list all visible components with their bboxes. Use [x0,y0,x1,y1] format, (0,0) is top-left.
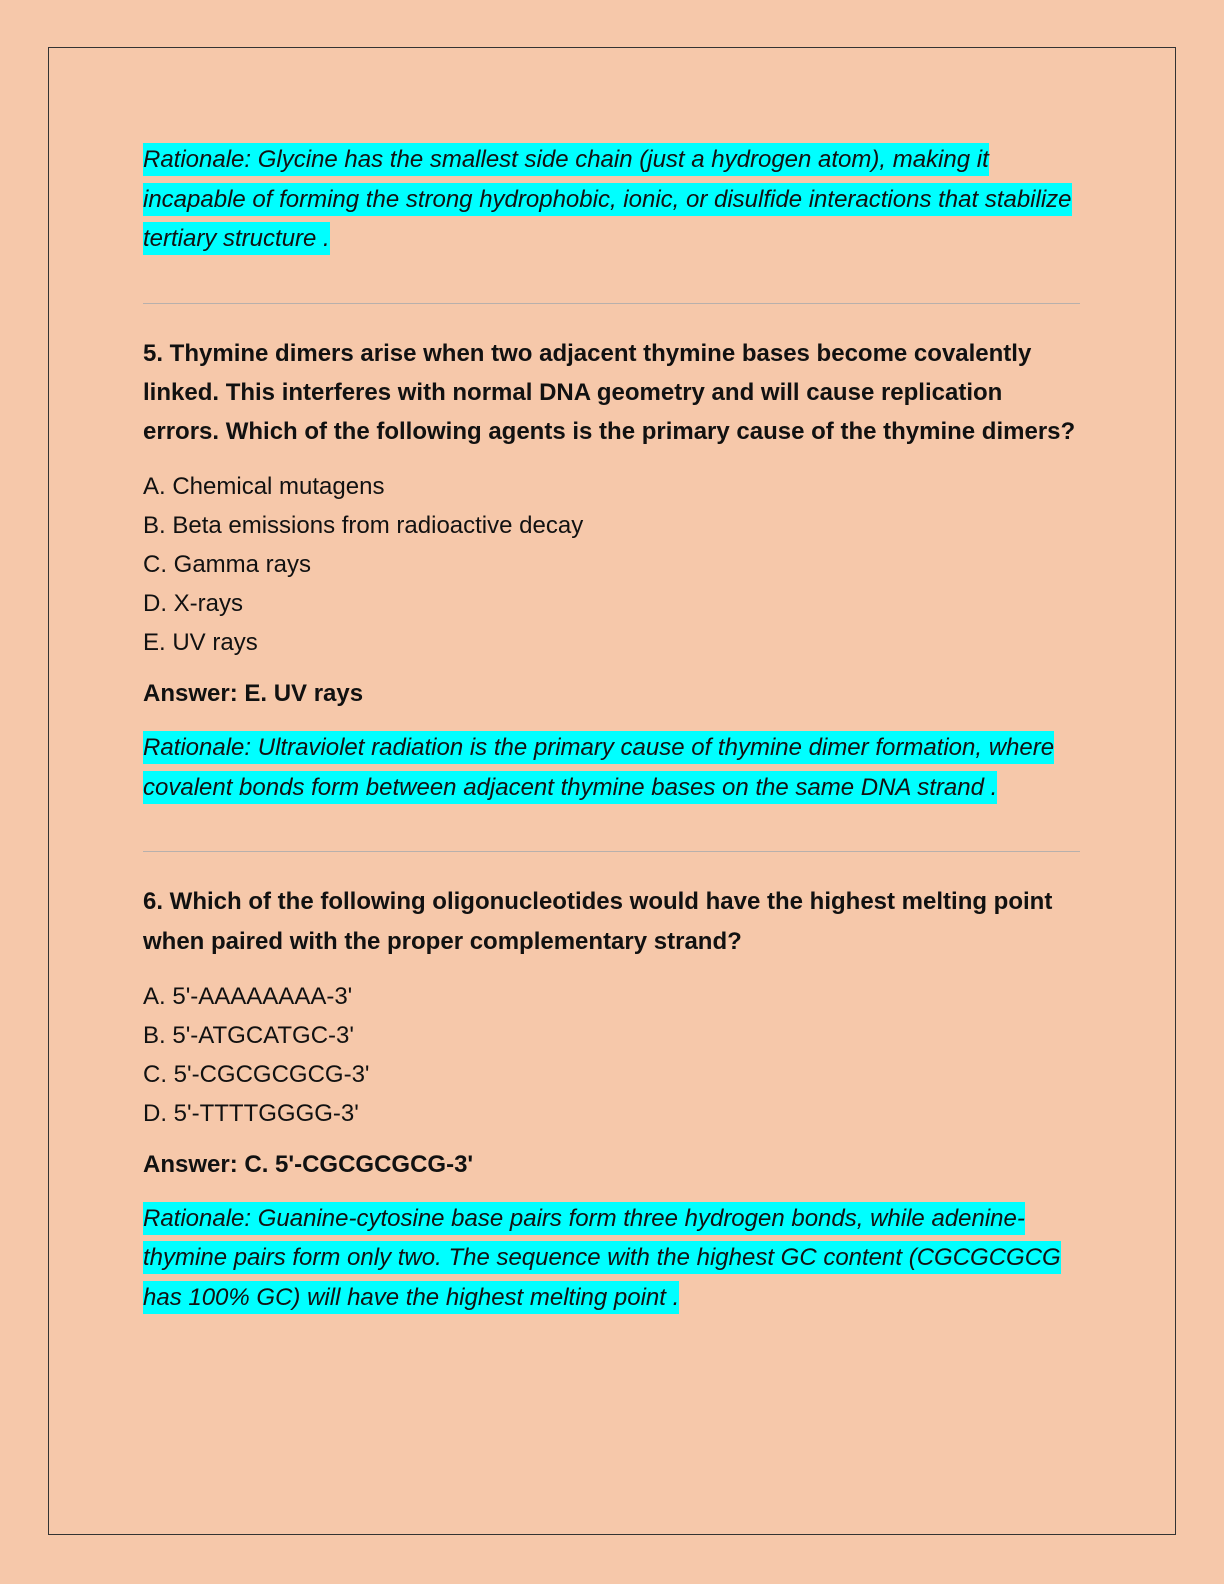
divider-2 [143,851,1080,852]
q4-rationale [143,140,1083,259]
q6-option-b: B. 5'-ATGCATGC-3' [143,1021,354,1049]
q5-question-text: 5. Thymine dimers arise when two adjacent thymine bases become covalently linked. This interferes with normal DNA geometry and will cause replication errors. Which of the following agents is the primary cause of the thymine dimers? [143,339,1076,446]
q5-option-e: E. UV rays [143,629,258,657]
document-content [143,140,1083,1317]
q5-rationale [143,728,1083,807]
q6-option-a: A. 5'-AAAAAAAA-3' [143,982,353,1010]
question-6 [143,882,1083,1317]
q6-option-d: D. 5'-TTTTGGGG-3' [143,1099,359,1127]
divider-1 [143,303,1080,304]
q5-rationale-text: Rationale: Ultraviolet radiation is the primary cause of thymine dimer formation, where covalent bonds form between adjacent thymine bases on the same DNA strand . [143,731,1054,804]
q6-options [143,977,1083,1133]
question-5 [143,334,1083,808]
q6-rationale [143,1199,1083,1318]
q5-option-d: D. X-rays [143,590,244,618]
q5-option-c: C. Gamma rays [143,551,312,579]
q5-option-b: B. Beta emissions from radioactive decay [143,512,584,540]
q6-question-text: 6. Which of the following oligonucleotides would have the highest melting point when paired with the proper complementary strand? [143,888,1053,955]
q6-answer: Answer: C. 5'-CGCGCGCG-3' [143,1150,474,1178]
q6-option-c: C. 5'-CGCGCGCG-3' [143,1060,370,1088]
q5-options [143,467,1083,662]
q6-rationale-text: Rationale: Guanine-cytosine base pairs form three hydrogen bonds, while adenine-thymine pairs form only two. The sequence with the highest GC content (CGCGCGCG has 100% GC) will have the highest melting point . [143,1202,1061,1314]
q5-option-a: A. Chemical mutagens [143,473,385,501]
q4-rationale-text: Rationale: Glycine has the smallest side chain (just a hydrogen atom), making it incapable of forming the strong hydrophobic, ionic, or disulfide interactions that stabilize tertiary structure . [143,143,1072,255]
q5-answer: Answer: E. UV rays [143,680,364,708]
